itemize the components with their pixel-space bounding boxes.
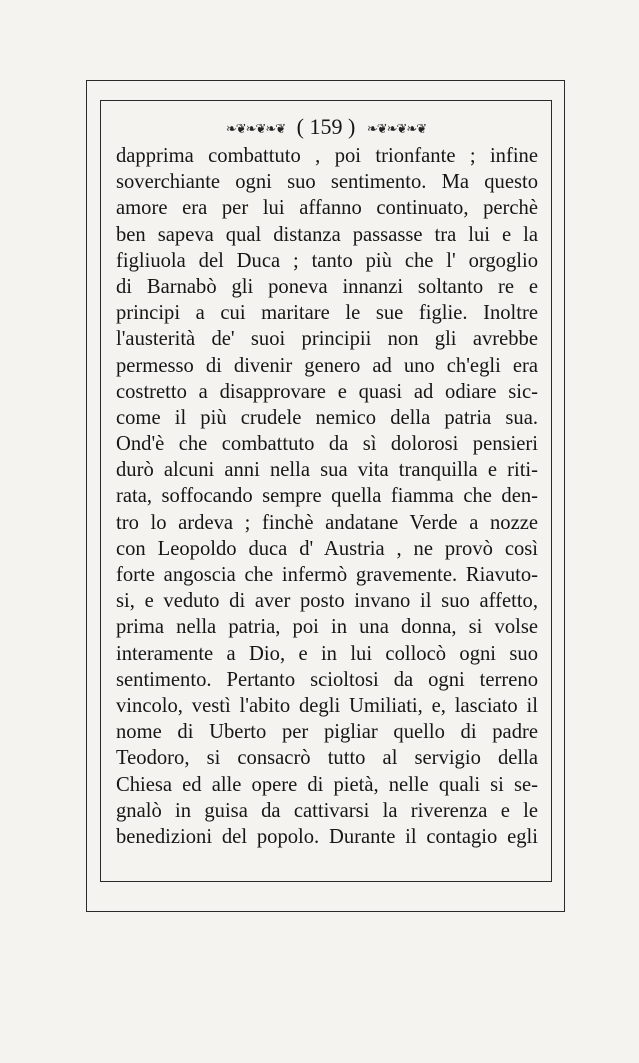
text-line: come il più crudele nemico della patria sua.	[116, 406, 538, 429]
page-header	[100, 112, 552, 142]
text-line: nome di Uberto per pigliar quello di padre	[116, 721, 538, 744]
text-line: Chiesa ed alle opere di pietà, nelle quali si se-	[116, 773, 538, 796]
text-line: principi a cui maritare le sue figlie. Inoltre	[116, 302, 538, 325]
text-line: sentimento. Pertanto scioltosi da ogni terreno	[116, 668, 538, 691]
text-line: costretto a disapprovare e quasi ad odiare sic-	[116, 380, 538, 403]
text-line: soverchiante ogni suo sentimento. Ma questo	[116, 171, 538, 194]
text-line: vincolo, vestì l'abito degli Umiliati, e, lasciato il	[116, 694, 538, 717]
text-line: gnalò in guisa da cattivarsi la riverenza e le	[116, 799, 538, 822]
right-ornament-icon: ❧❦❧❦❧❦	[366, 120, 427, 136]
text-line: forte angoscia che infermò gravemente. Riavuto-	[116, 564, 538, 586]
text-line: di Barnabò gli poneva innanzi soltanto re e	[116, 275, 538, 298]
body-text	[116, 143, 538, 850]
text-line: con Leopoldo duca d' Austria , ne provò così	[116, 537, 538, 560]
text-line: prima nella patria, poi in una donna, si volse	[116, 616, 538, 639]
text-line: tro lo ardeva ; finchè andatane Verde a nozze	[116, 511, 538, 534]
text-line: benedizioni del popolo. Durante il contagio egli	[116, 825, 538, 848]
text-line: amore era per lui affanno continuato, perchè	[116, 197, 538, 220]
text-line: ben sapeva qual distanza passasse tra lui e la	[116, 223, 538, 246]
text-line: durò alcuni anni nella sua vita tranquilla e riti-	[116, 459, 538, 482]
text-line: Teodoro, si consacrò tutto al servigio della	[116, 747, 538, 770]
text-line: l'austerità de' suoi principii non gli avrebbe	[116, 328, 538, 351]
text-line: Ond'è che combattuto da sì dolorosi pensieri	[116, 433, 538, 456]
text-line: si, e veduto di aver posto invano il suo affetto,	[116, 590, 538, 613]
text-line: figliuola del Duca ; tanto più che l' orgoglio	[116, 249, 538, 272]
text-line: rata, soffocando sempre quella fiamma che den-	[116, 485, 538, 508]
page-number: ( 159 )	[296, 114, 356, 139]
text-line: interamente a Dio, e in lui collocò ogni suo	[116, 642, 538, 665]
text-line: permesso di divenir genero ad uno ch'egli era	[116, 354, 538, 377]
text-line: dapprima combattuto , poi trionfante ; infine	[116, 145, 538, 167]
left-ornament-icon: ❧❦❧❦❧❦	[225, 120, 286, 136]
